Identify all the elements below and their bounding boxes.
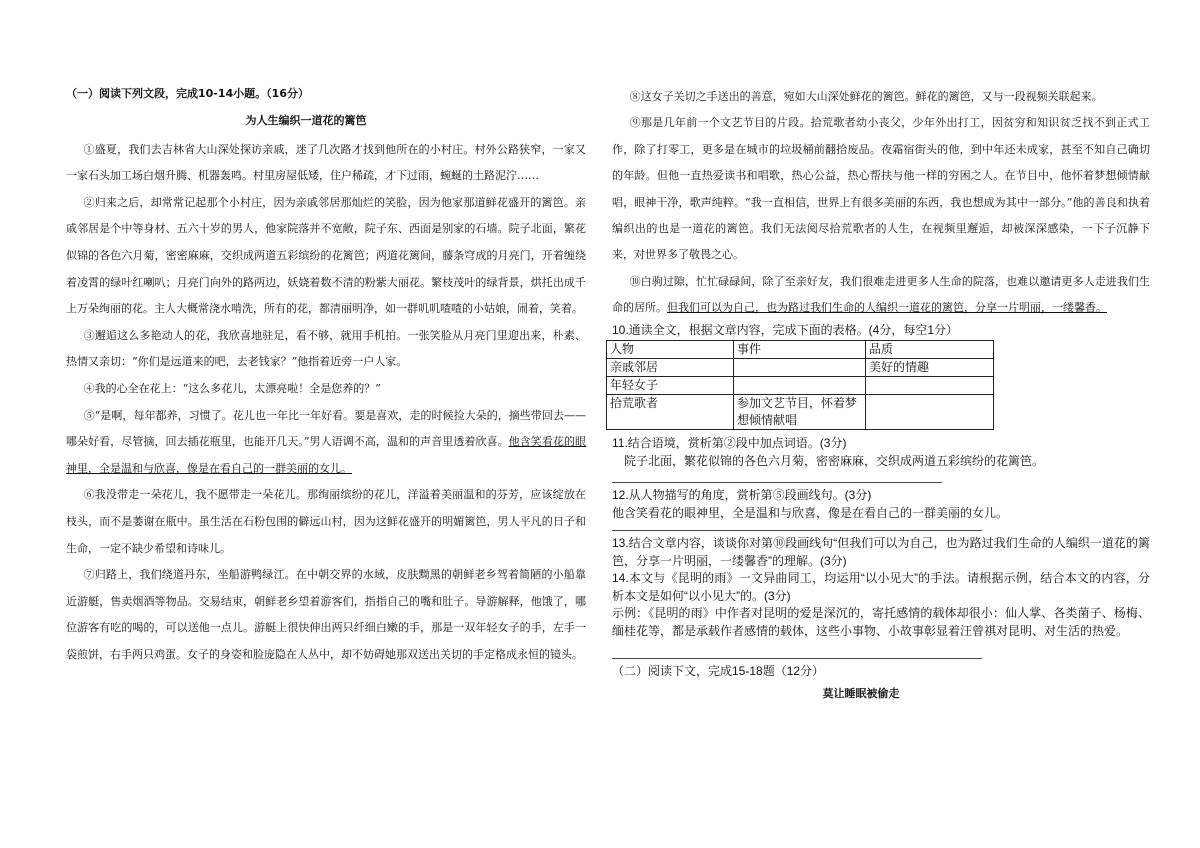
table-row [607,377,994,395]
table-header-cell: 品质 [866,341,994,359]
table-cell: 拾荒歌者 [607,395,734,430]
question-11: 11.结合语境，赏析第②段中加点词语。(3分) [612,436,847,451]
table-cell: 年轻女子 [607,377,734,395]
table-header-cell: 事件 [734,341,866,359]
answer-line[interactable] [612,470,942,483]
question-13: 13.结合文章内容，谈谈你对第⑩段画线句“但我们可以为自己，也为路过我们生命的人编织一道花的篱笆，分享一片明丽，一缕馨香”的理解。(3分) [612,536,1150,568]
question-14-example: 示例：《昆明的雨》中作者对昆明的爱是深沉的，寄托感情的载体却很小：仙人掌、各类菌子、杨梅、缅桂花等，都是承载作者感情的载体，这些小事物、小故事彰显着汪曾祺对昆明、对生活的热爱。 [612,606,1150,638]
paragraph-10 [612,269,1150,322]
paragraph-5 [66,403,586,483]
paragraph-8: ⑧这女子关切之手送出的善意，宛如大山深处鲜花的篱笆。鲜花的篱笆，又与一段视频关联起来。 [629,90,1103,103]
table-row [607,395,994,430]
question-14: 14.本文与《昆明的雨》一文异曲同工，均运用“以小见大”的手法。请根据示例，结合本文的内容，分析本文是如何“以小见大”的。(3分) [612,571,1150,603]
table-cell-blank[interactable] [866,377,994,395]
question-10-table [606,340,994,430]
table-cell-blank[interactable] [866,395,994,430]
paragraph-5-text: ⑤“是啊，每年都养，习惯了。花儿也一年比一年好看。要是喜欢，走的时候捡大朵的，摘些带回去——哪朵好看，尽管摘，回去插花瓶里，也能开几天。”男人语调不高，温和的声音里透着欣喜。 [66,408,586,449]
paragraph-2: ②归来之后，却常常记起那个小村庄，因为亲戚邻居那灿烂的笑脸，因为他家那道鲜花盛开的篱笆。亲戚邻居是个中等身材、五六十岁的男人，他家院落并不宽敞，院子东、西面是别家的石墙。院子北面，繁花似锦的各色六月菊，密密麻麻，交织成两道五彩缤纷的花篱笆；两道花篱间，藤条穹成的月亮门，开着缠绕着凌霄的绿叶红喇叭；月亮门向外的路两边，妖娆着数不清的粉紫大丽花。繁枝茂叶的绿背景，烘托出成千上万朵绚丽的花。主人大概常浇水啃洗，所有的花，都清丽明净，如一群叽叽喳喳的小姑娘，闹着，笑着。 [66,195,586,316]
paragraph-9: ⑨那是几年前一个文艺节目的片段。拾荒歌者幼小丧父，少年外出打工，因贫穷和知识贫乏找不到正式工作，除了打零工，更多是在城市的垃圾桶前翻拾废品。夜霜宿街头的他，到中年还未成家，甚至不知自己确切的年龄。但他一直热爱读书和唱歌，热心公益，热心帮扶与他一样的穷困之人。在节目中，他怀着梦想倾情献唱，眼神干净，歌声纯粹。“我一直相信，世界上有很多美丽的东西，我也想成为其中一部分。”他的善良和执着编织出的也是一道花的篱笆。我们无法阅尽拾荒歌者的人生，在视频里邂逅，却被深深感染，一下子沉静下来，对世界多了敬畏之心。 [612,116,1150,262]
paragraph-3: ③邂逅这么多艳动人的花，我欣喜地驻足，看不够，就用手机拍。一张笑脸从月亮门里迎出来，朴素、热情又亲切：“你们是远道来的吧，去老钱家？”他指着近旁一户人家。 [66,328,586,369]
table-row [607,359,994,377]
section-header: （一）阅读下列文段，完成10-14小题。（16分） [66,87,309,100]
question-12: 12.从人物描写的角度，赏析第⑤段画线句。(3分) [612,488,872,503]
table-header-cell: 人物 [607,341,734,359]
table-cell-blank[interactable] [734,377,866,395]
question-10: 10.通读全文，根据文章内容，完成下面的表格。(4分，每空1分） [612,322,959,337]
table-cell-blank[interactable] [734,359,866,377]
answer-line[interactable] [612,522,982,531]
paragraph-10-underlined-sentence: 但我们可以为自己，也为路过我们生命的人编织一道花的篱笆，分享一片明丽，一缕馨香。 [667,301,1107,315]
paragraph-5-underlined-sentence: 他含笑看花的眼神里，全是温和与欣喜，像是在看自己的一群美丽的女儿。 [66,435,587,475]
table-cell: 参加文艺节目，怀着梦想倾情献唱 [734,395,866,430]
article-title: 为人生编织一道花的篱笆 [245,114,367,127]
paragraph-1: ①盛夏，我们去吉林省大山深处探访亲戚，迷了几次路才找到他所在的小村庄。村外公路狭窄，一家又一家石头加工场白烟升腾、机器轰鸣。村里房屋低矮，住户稀疏，才下过雨，蜿蜒的土路泥泞…… [66,142,586,183]
answer-line[interactable] [612,650,982,659]
paragraph-10-text: ⑩白驹过隙，忙忙碌碌间，除了至亲好友，我们很难走进更多人生命的院落，也难以邀请更多人走进我们生命的居所。 [612,274,1150,315]
question-12-quote: 他含笑看花的眼神里，全是温和与欣喜，像是在看自己的一群美丽的女儿。 [612,505,1009,520]
table-header-row [607,341,994,359]
paragraph-7: ⑦归路上，我们绕道丹东，坐船游鸭绿江。在中朝交界的水域，皮肤黝黑的朝鲜老乡驾着简陋的小船靠近游艇，售卖烟酒等物品。交易结束，朝鲜老乡望着游客们，指指自己的嘴和肚子。导游解释，他饿了，哪位游客有吃的喝的，可以送他一点儿。游艇上很快伸出两只纤细白嫩的手，那是一双年轻女子的手，左手一袋煎饼，右手两只鸡蛋。女子的身姿和脸庞隐在人丛中，却不妨碍她那双送出关切的手定格成永恒的镜头。 [66,568,586,661]
paragraph-4: ④我的心全在花上：“这么多花儿，太漂亮啦！全是您养的？” [83,381,381,395]
question-11-quote: 院子北面，繁花似锦的各色六月菊，密密麻麻，交织成两道五彩缤纷的花篱笆。 [624,453,1045,468]
section-2-header: （二）阅读下文，完成15-18题（12分） [612,664,825,679]
table-cell: 亲戚邻居 [607,359,734,377]
left-column [66,84,586,668]
table-cell: 美好的情趣 [866,359,994,377]
paragraph-6: ⑥我没带走一朵花儿，我不愿带走一朵花儿。那绚丽缤纷的花儿，洋溢着美丽温和的芬芳，应该绽放在枝头，而不是萎谢在瓶中。虽生活在石粉包围的僻远山村，因为这鲜花盛开的明媚篱笆，男人平凡的日子和生命，一定不缺少希望和诗味儿。 [66,488,586,555]
section-2-title: 莫让睡眠被偷走 [822,686,900,700]
right-column [612,84,1150,702]
